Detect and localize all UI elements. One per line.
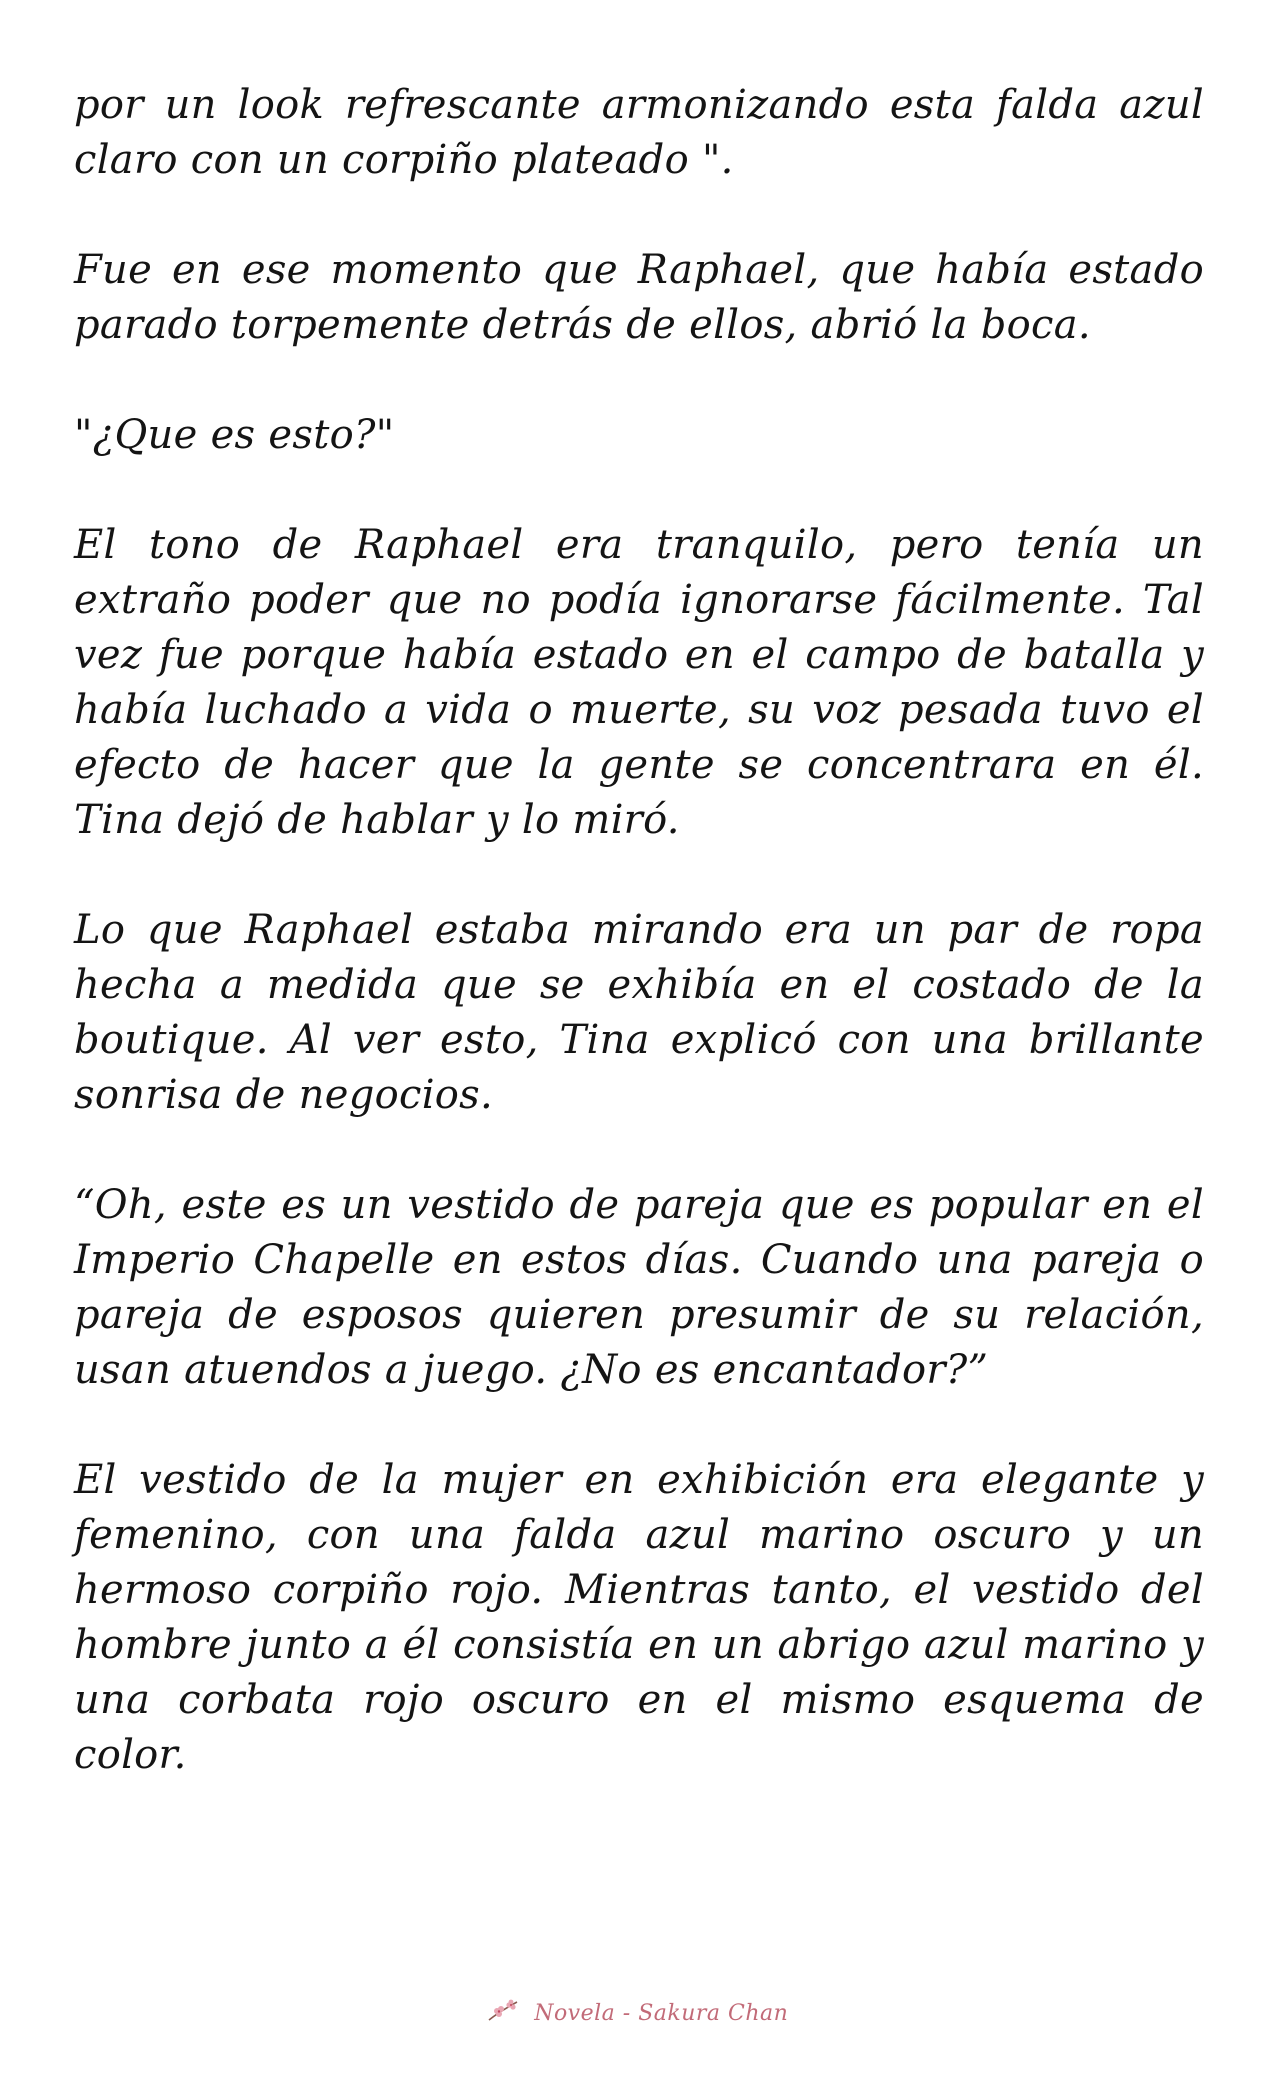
- paragraph: El tono de Raphael era tranquilo, pero tenía un extraño poder que no podía ignorarse fácilmente. Tal vez fue porque había estado en el campo de batalla y había luchado a vida o muerte, su voz pesada tuvo el efecto de hacer que la gente se concentrara en él. Tina dejó de hablar y lo miró.: [74, 522, 1204, 843]
- paragraph: Fue en ese momento que Raphael, que había estado parado torpemente detrás de ellos, abrió la boca.: [74, 247, 1204, 348]
- paragraph: por un look refrescante armonizando esta falda azul claro con un corpiño plateado ".: [74, 82, 1204, 183]
- cherry-blossom-icon: [487, 1998, 521, 2024]
- paragraph: Lo que Raphael estaba mirando era un par de ropa hecha a medida que se exhibía en el costado de la boutique. Al ver esto, Tina explicó con una brillante sonrisa de negocios.: [74, 907, 1204, 1118]
- document-body: [74, 78, 1204, 1838]
- paragraph: "¿Que es esto?": [74, 412, 395, 458]
- paragraph: “Oh, este es un vestido de pareja que es popular en el Imperio Chapelle en estos días. Cuando una pareja o pareja de esposos quieren presumir de su relación, usan atuendos a juego. ¿No es encantador?”: [74, 1182, 1204, 1393]
- paragraph: El vestido de la mujer en exhibición era elegante y femenino, con una falda azul marino oscuro y un hermoso corpiño rojo. Mientras tanto, el vestido del hombre junto a él consistía en un abrigo azul marino y una corbata rojo oscuro en el mismo esquema de color.: [74, 1457, 1204, 1778]
- watermark-text: Novela - Sakura Chan: [534, 2001, 789, 2026]
- watermark-footer: [0, 1998, 1275, 2026]
